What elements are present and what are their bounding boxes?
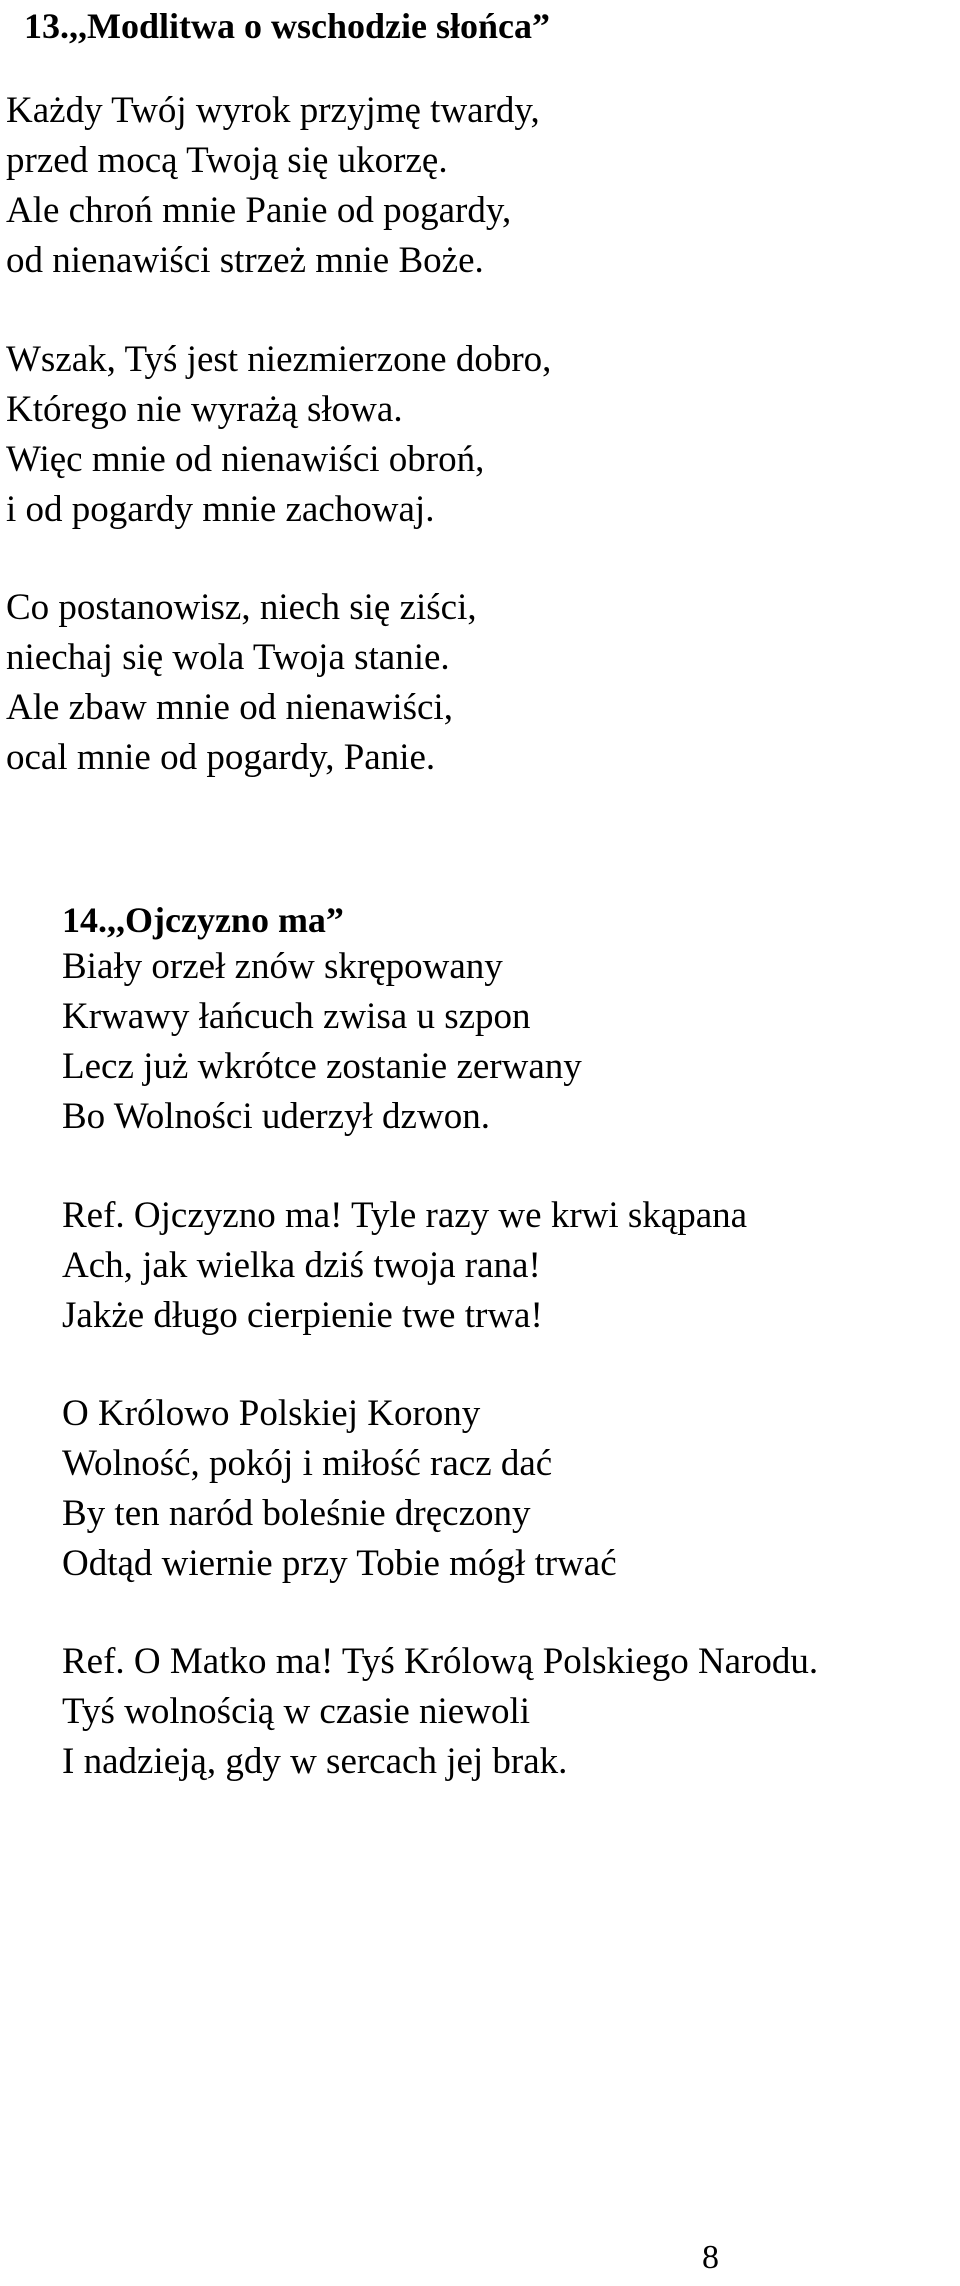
verse-line: i od pogardy mnie zachowaj. — [6, 489, 435, 530]
verse-line: Ref. Ojczyzno ma! Tyle razy we krwi skąpana — [62, 1195, 748, 1236]
verse-line: Biały orzeł znów skrępowany — [62, 946, 503, 987]
page-number: 8 — [702, 2239, 719, 2276]
verse-line: Bo Wolności uderzył dzwon. — [62, 1096, 490, 1137]
poem-14-stanza-2 — [62, 1389, 617, 1589]
verse-line: Co postanowisz, niech się ziści, — [6, 587, 477, 628]
verse-line: od nienawiści strzeż mnie Boże. — [6, 240, 484, 281]
poem-13-title: 13.,,Modlitwa o wschodzie słońca” — [24, 6, 550, 46]
verse-line: By ten naród boleśnie dręczony — [62, 1493, 531, 1534]
verse-line: Jakże długo cierpienie twe trwa! — [62, 1295, 543, 1336]
poem-14-refrain-2 — [62, 1637, 818, 1787]
verse-line: Lecz już wkrótce zostanie zerwany — [62, 1046, 582, 1087]
verse-line: Ach, jak wielka dziś twoja rana! — [62, 1245, 541, 1286]
poem-14-refrain-1 — [62, 1191, 747, 1341]
verse-line: Więc mnie od nienawiści obroń, — [6, 439, 485, 480]
verse-line: Wszak, Tyś jest niezmierzone dobro, — [6, 339, 552, 380]
verse-line: Którego nie wyrażą słowa. — [6, 389, 403, 430]
verse-line: ocal mnie od pogardy, Panie. — [6, 737, 436, 778]
verse-line: niechaj się wola Twoja stanie. — [6, 637, 450, 678]
poem-14-stanza-1 — [62, 942, 582, 1142]
verse-line: O Królowo Polskiej Korony — [62, 1393, 481, 1434]
verse-line: Ale zbaw mnie od nienawiści, — [6, 687, 453, 728]
verse-line: Odtąd wiernie przy Tobie mógł trwać — [62, 1543, 617, 1584]
verse-line: I nadzieją, gdy w sercach jej brak. — [62, 1741, 568, 1782]
verse-line: Każdy Twój wyrok przyjmę twardy, — [6, 90, 540, 131]
verse-line: Krwawy łańcuch zwisa u szpon — [62, 996, 531, 1037]
verse-line: Ale chroń mnie Panie od pogardy, — [6, 190, 512, 231]
verse-line: przed mocą Twoją się ukorzę. — [6, 140, 448, 181]
poem-13-stanza-2 — [6, 335, 551, 535]
verse-line: Ref. O Matko ma! Tyś Królową Polskiego Narodu. — [62, 1641, 819, 1682]
verse-line: Wolność, pokój i miłość racz dać — [62, 1443, 553, 1484]
poem-14-title: 14.,,Ojczyzno ma” — [62, 900, 344, 940]
poem-13-stanza-1 — [6, 86, 540, 286]
poem-13-stanza-3 — [6, 583, 477, 783]
verse-line: Tyś wolnością w czasie niewoli — [62, 1691, 531, 1732]
